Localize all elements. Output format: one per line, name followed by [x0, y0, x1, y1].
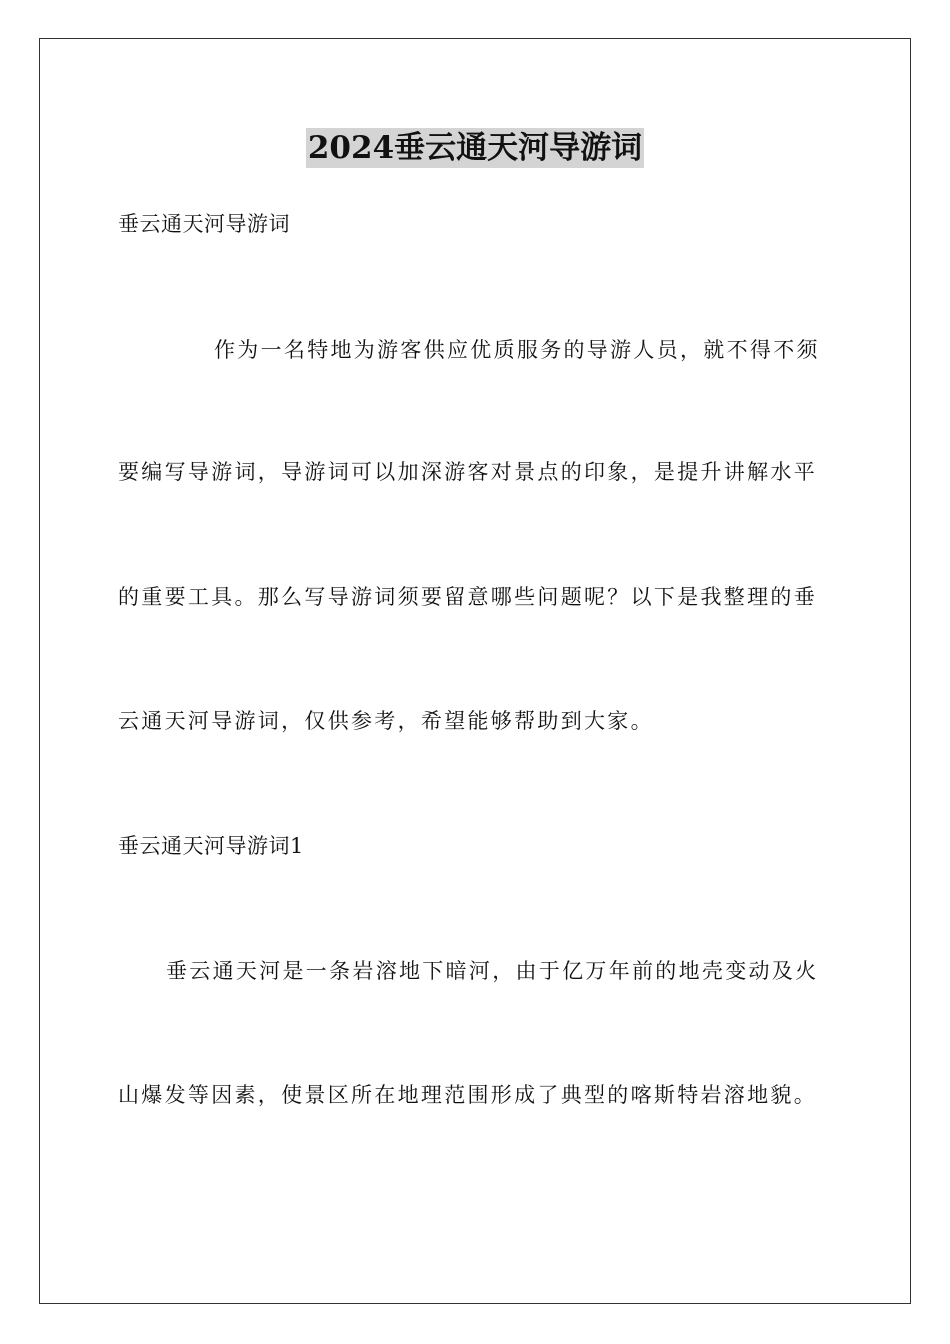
- section-line-2: 山爆发等因素，使景区所在地理范围形成了典型的喀斯特岩溶地貌。: [118, 1083, 817, 1107]
- intro-line-2: 要编写导游词，导游词可以加深游客对景点的印象，是提升讲解水平: [118, 460, 817, 484]
- document-title-text: 2024垂云通天河导游词: [307, 130, 643, 166]
- intro-line-1: 作为一名特地为游客供应优质服务的导游人员，就不得不须: [214, 338, 820, 362]
- document-title: [0, 128, 950, 168]
- intro-line-4: 云通天河导游词，仅供参考，希望能够帮助到大家。: [118, 709, 654, 733]
- intro-line-3: 的重要工具。那么写导游词须要留意哪些问题呢？以下是我整理的垂: [118, 585, 817, 609]
- document-subtitle: 垂云通天河导游词: [118, 212, 290, 236]
- section-heading: 垂云通天河导游词1: [118, 834, 304, 858]
- section-line-1: 垂云通天河是一条岩溶地下暗河，由于亿万年前的地壳变动及火: [166, 959, 819, 983]
